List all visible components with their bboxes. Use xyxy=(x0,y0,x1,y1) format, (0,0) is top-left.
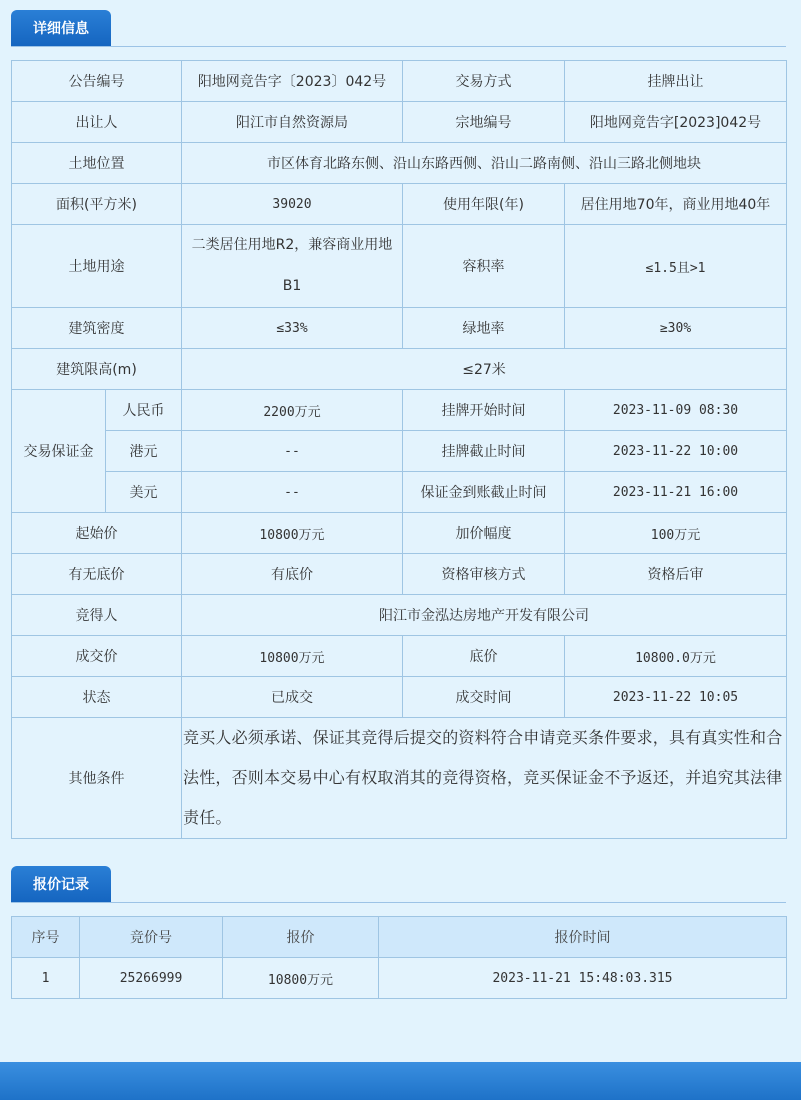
green-value: ≥30% xyxy=(565,308,787,349)
col-seq: 序号 xyxy=(12,917,80,958)
status-value: 已成交 xyxy=(182,677,403,718)
floor-price-label: 底价 xyxy=(403,636,565,677)
bid-seq: 1 xyxy=(12,958,80,999)
far-value: ≤1.5且>1 xyxy=(565,225,787,308)
listing-start-label: 挂牌开始时间 xyxy=(403,390,565,431)
listing-end-value: 2023-11-22 10:00 xyxy=(565,431,787,472)
deal-price-label: 成交价 xyxy=(12,636,182,677)
deposit-rmb-value: 2200万元 xyxy=(182,390,403,431)
bid-table xyxy=(11,916,787,999)
grantor-label: 出让人 xyxy=(12,102,182,143)
start-price-value: 10800万元 xyxy=(182,513,403,554)
winner-label: 竞得人 xyxy=(12,595,182,636)
location-label: 土地位置 xyxy=(12,143,182,184)
trade-method-label: 交易方式 xyxy=(403,61,565,102)
table-row xyxy=(12,472,787,513)
parcel-no-label: 宗地编号 xyxy=(403,102,565,143)
winner-value: 阳江市金泓达房地产开发有限公司 xyxy=(182,595,787,636)
other-conditions-value: 竞买人必须承诺、保证其竞得后提交的资料符合申请竞买条件要求，具有真实性和合法性，否则本交易中心有权取消其的竞得资格，竞买保证金不予返还，并追究其法律责任。 xyxy=(182,718,787,839)
table-row xyxy=(12,554,787,595)
table-row xyxy=(12,349,787,390)
green-label: 绿地率 xyxy=(403,308,565,349)
height-limit-label: 建筑限高(m) xyxy=(12,349,182,390)
bid-table-header xyxy=(12,917,787,958)
term-value: 居住用地70年，商业用地40年 xyxy=(565,184,787,225)
table-row xyxy=(12,718,787,839)
review-label: 资格审核方式 xyxy=(403,554,565,595)
reserve-value: 有底价 xyxy=(182,554,403,595)
grantor-value: 阳江市自然资源局 xyxy=(182,102,403,143)
deposit-usd-label: 美元 xyxy=(106,472,182,513)
usage-value: 二类居住用地R2，兼容商业用地B1 xyxy=(182,225,403,308)
table-row xyxy=(12,513,787,554)
start-price-label: 起始价 xyxy=(12,513,182,554)
increment-value: 100万元 xyxy=(565,513,787,554)
deposit-deadline-label: 保证金到账截止时间 xyxy=(403,472,565,513)
bids-section-header xyxy=(11,866,786,903)
table-row xyxy=(12,102,787,143)
announcement-no-label: 公告编号 xyxy=(12,61,182,102)
table-row xyxy=(12,958,787,999)
table-row xyxy=(12,390,787,431)
increment-label: 加价幅度 xyxy=(403,513,565,554)
table-row xyxy=(12,143,787,184)
bid-time: 2023-11-21 15:48:03.315 xyxy=(379,958,787,999)
location-value: 市区体育北路东侧、沿山东路西侧、沿山二路南侧、沿山三路北侧地块 xyxy=(182,143,787,184)
detail-tab[interactable]: 详细信息 xyxy=(11,10,111,46)
table-row xyxy=(12,308,787,349)
table-row xyxy=(12,677,787,718)
bid-price: 10800万元 xyxy=(223,958,379,999)
table-row xyxy=(12,431,787,472)
status-label: 状态 xyxy=(12,677,182,718)
table-row xyxy=(12,225,787,308)
height-limit-value: ≤27米 xyxy=(182,349,787,390)
table-row xyxy=(12,636,787,677)
footer-bar xyxy=(0,1062,801,1100)
listing-end-label: 挂牌截止时间 xyxy=(403,431,565,472)
other-conditions-label: 其他条件 xyxy=(12,718,182,839)
detail-section-header xyxy=(11,10,786,47)
deal-time-value: 2023-11-22 10:05 xyxy=(565,677,787,718)
deposit-label: 交易保证金 xyxy=(12,390,106,513)
deposit-usd-value: -- xyxy=(182,472,403,513)
area-label: 面积(平方米) xyxy=(12,184,182,225)
trade-method-value: 挂牌出让 xyxy=(565,61,787,102)
floor-price-value: 10800.0万元 xyxy=(565,636,787,677)
announcement-no-value: 阳地网竞告字〔2023〕042号 xyxy=(182,61,403,102)
density-label: 建筑密度 xyxy=(12,308,182,349)
parcel-no-value: 阳地网竞告字[2023]042号 xyxy=(565,102,787,143)
detail-table xyxy=(11,60,787,839)
bids-tab[interactable]: 报价记录 xyxy=(11,866,111,902)
density-value: ≤33% xyxy=(182,308,403,349)
bid-no: 25266999 xyxy=(80,958,223,999)
reserve-label: 有无底价 xyxy=(12,554,182,595)
review-value: 资格后审 xyxy=(565,554,787,595)
deal-time-label: 成交时间 xyxy=(403,677,565,718)
deposit-rmb-label: 人民币 xyxy=(106,390,182,431)
table-row xyxy=(12,595,787,636)
deposit-hkd-label: 港元 xyxy=(106,431,182,472)
usage-label: 土地用途 xyxy=(12,225,182,308)
table-row xyxy=(12,184,787,225)
area-value: 39020 xyxy=(182,184,403,225)
listing-start-value: 2023-11-09 08:30 xyxy=(565,390,787,431)
deposit-hkd-value: -- xyxy=(182,431,403,472)
deposit-deadline-value: 2023-11-21 16:00 xyxy=(565,472,787,513)
col-bid-no: 竞价号 xyxy=(80,917,223,958)
col-time: 报价时间 xyxy=(379,917,787,958)
far-label: 容积率 xyxy=(403,225,565,308)
col-price: 报价 xyxy=(223,917,379,958)
term-label: 使用年限(年) xyxy=(403,184,565,225)
deal-price-value: 10800万元 xyxy=(182,636,403,677)
table-row xyxy=(12,61,787,102)
